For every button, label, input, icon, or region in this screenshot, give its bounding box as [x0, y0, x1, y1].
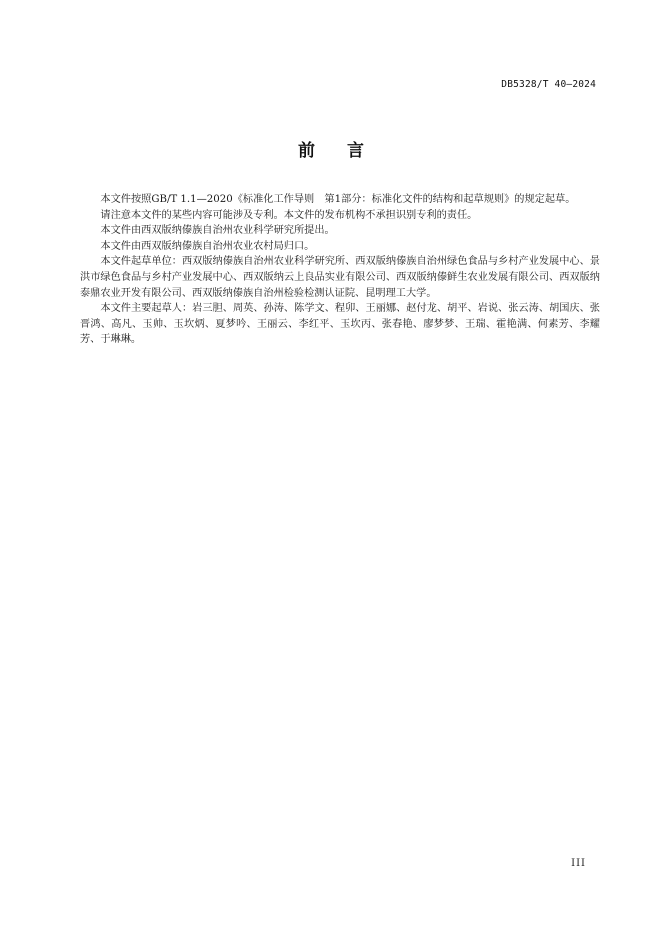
paragraph-proposer: 本文件由西双版纳傣族自治州农业科学研究所提出。	[100, 225, 335, 237]
document-code: DB5328/T 40—2024	[501, 79, 596, 90]
foreword-body	[80, 192, 600, 348]
paragraph-administrator: 本文件由西双版纳傣族自治州农业农村局归口。	[100, 240, 315, 252]
title-char-1: 前	[298, 141, 315, 161]
page-number: III	[571, 858, 586, 869]
paragraph-patent-notice: 请注意本文件的某些内容可能涉及专利。本文件的发布机构不承担识别专利的责任。	[100, 209, 478, 221]
paragraph-drafting-rules: 本文件按照GB/T 1.1—2020《标准化工作导则 第1部分：标准化文件的结构和起草规则》的规定起草。	[100, 194, 576, 205]
page-title	[0, 136, 662, 161]
title-char-2: 言	[347, 141, 364, 161]
paragraph-drafters: 本文件主要起草人：岩三胆、周英、孙涛、陈学文、程卯、王丽娜、赵付龙、胡平、岩说、张云涛、胡国庆、张晋鸿、高凡、玉帅、玉坎炳、夏梦吟、王丽云、李红平、玉坎丙、张春艳、廖梦梦、王瑞、霍艳满、何素芳、李耀芳、于琳琳。	[80, 303, 600, 346]
paragraph-drafting-units: 本文件起草单位：西双版纳傣族自治州农业科学研究所、西双版纳傣族自治州绿色食品与乡村产业发展中心、景洪市绿色食品与乡村产业发展中心、西双版纳云上良品实业有限公司、西双版纳傣鲜生农业发展有限公司、西双版纳泰鼎农业开发有限公司、西双版纳傣族自治州检验检测认证院、昆明理工大学。	[80, 256, 600, 299]
